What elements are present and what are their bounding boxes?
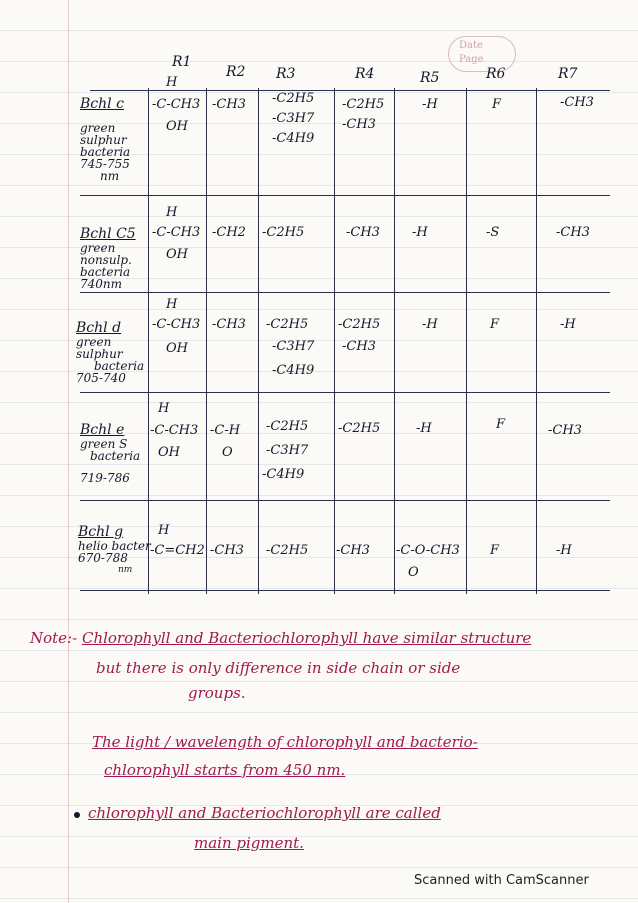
cell-r7: -CH3	[548, 423, 582, 438]
cell-r6: F	[490, 317, 500, 332]
cell-r4: -C2H5	[338, 317, 381, 332]
cell-r5: -H	[422, 317, 438, 332]
cell-r7: -H	[556, 543, 572, 558]
cell-r4: -CH3	[342, 117, 376, 132]
header-r3: R3	[276, 66, 296, 82]
cell-r6: F	[492, 97, 502, 112]
cell-r7: -CH3	[560, 95, 594, 110]
row-label-bchl-c5: Bchl C5 green nonsulp. bacteria 740nm	[80, 226, 136, 291]
cell-r1: OH	[158, 445, 180, 460]
cell-r7: -H	[560, 317, 576, 332]
cell-r1: -C-CH3	[152, 225, 201, 240]
cell-r1: H	[158, 401, 170, 416]
cell-r3: -C4H9	[272, 363, 315, 378]
note-line-1	[30, 628, 531, 648]
cell-r4: -CH3	[336, 543, 370, 558]
notebook-stamp: Date Page	[448, 36, 516, 72]
row-label-bchl-d: Bchl d green sulphur bacteria 705-740	[76, 320, 145, 385]
cell-r3: -C2H5	[266, 419, 309, 434]
table-col-rule	[394, 88, 395, 594]
note-line-3: groups.	[188, 684, 246, 702]
cell-r6: F	[496, 417, 506, 432]
table-rule	[90, 90, 610, 91]
cell-r1: OH	[166, 247, 188, 262]
table-rule	[80, 292, 610, 293]
cell-r3: -C3H7	[266, 443, 309, 458]
bullet-line-2: main pigment.	[194, 834, 304, 852]
cell-r1: H	[166, 297, 178, 312]
note-prefix: Note:-	[30, 629, 78, 647]
cell-r2: -CH3	[210, 543, 244, 558]
cell-r2: -CH3	[212, 97, 246, 112]
cell-r5: -C-O-CH3	[396, 543, 460, 558]
table-rule	[80, 500, 610, 501]
cell-r2: -CH2	[212, 225, 246, 240]
note-text: Chlorophyll and Bacteriochlorophyll have similar structure	[81, 629, 532, 647]
cell-r1: H	[166, 205, 178, 220]
cell-r2: O	[222, 445, 233, 460]
cell-r3: -C3H7	[272, 111, 315, 126]
cell-r3: -C2H5	[272, 91, 315, 106]
cell-r1: OH	[166, 119, 188, 134]
cell-r1: H	[158, 523, 170, 538]
cell-r5: -H	[422, 97, 438, 112]
cell-r1: H	[166, 75, 178, 90]
cell-r2: -C-H	[210, 423, 241, 438]
header-r1: R1	[172, 54, 192, 70]
header-r7: R7	[558, 66, 578, 82]
table-col-rule	[206, 88, 207, 594]
scanner-footer: Scanned with CamScanner	[414, 873, 589, 888]
table-col-rule	[334, 88, 335, 594]
table-rule	[80, 590, 610, 591]
header-r2: R2	[226, 64, 246, 80]
cell-r3: -C2H5	[266, 543, 309, 558]
cell-r5: -H	[416, 421, 432, 436]
light-line-1: The light / wavelength of chlorophyll and bacterio-	[92, 733, 478, 751]
cell-r3: -C4H9	[262, 467, 305, 482]
table-col-rule	[466, 88, 467, 594]
note-line-2: but there is only difference in side chain or side	[96, 659, 461, 677]
cell-r5: -H	[412, 225, 428, 240]
bullet-dot	[74, 812, 80, 818]
cell-r1: -C-CH3	[150, 423, 199, 438]
cell-r1: -C=CH2	[150, 543, 205, 558]
row-label-bchl-c: Bchl c green sulphur bacteria 745-755 nm	[80, 96, 131, 183]
cell-r4: -CH3	[342, 339, 376, 354]
cell-r4: -C2H5	[338, 421, 381, 436]
table-rule	[80, 392, 610, 393]
table-col-rule	[536, 88, 537, 594]
cell-r4: -CH3	[346, 225, 380, 240]
cell-r2: -CH3	[212, 317, 246, 332]
table-col-rule	[148, 88, 149, 594]
cell-r1: -C-CH3	[152, 317, 201, 332]
cell-r3: -C4H9	[272, 131, 315, 146]
row-label-bchl-e: Bchl e green S bacteria 719-786	[80, 422, 141, 485]
cell-r3: -C3H7	[272, 339, 315, 354]
cell-r6: -S	[486, 225, 500, 240]
row-label-bchl-g: Bchl g helio bacter 670-788 nm	[78, 524, 151, 575]
cell-r5: O	[408, 565, 419, 580]
cell-r7: -CH3	[556, 225, 590, 240]
cell-r6: F	[490, 543, 500, 558]
header-r5: R5	[420, 70, 440, 86]
cell-r4: -C2H5	[342, 97, 385, 112]
cell-r3: -C2H5	[266, 317, 309, 332]
light-line-2: chlorophyll starts from 450 nm.	[104, 761, 346, 779]
header-r6: R6	[486, 66, 506, 82]
bullet-line-1: chlorophyll and Bacteriochlorophyll are called	[88, 804, 441, 822]
cell-r1: -C-CH3	[152, 97, 201, 112]
cell-r1: OH	[166, 341, 188, 356]
cell-r3: -C2H5	[262, 225, 305, 240]
table-rule	[80, 195, 610, 196]
header-r4: R4	[355, 66, 375, 82]
margin-line	[68, 0, 69, 903]
table-col-rule	[258, 88, 259, 594]
